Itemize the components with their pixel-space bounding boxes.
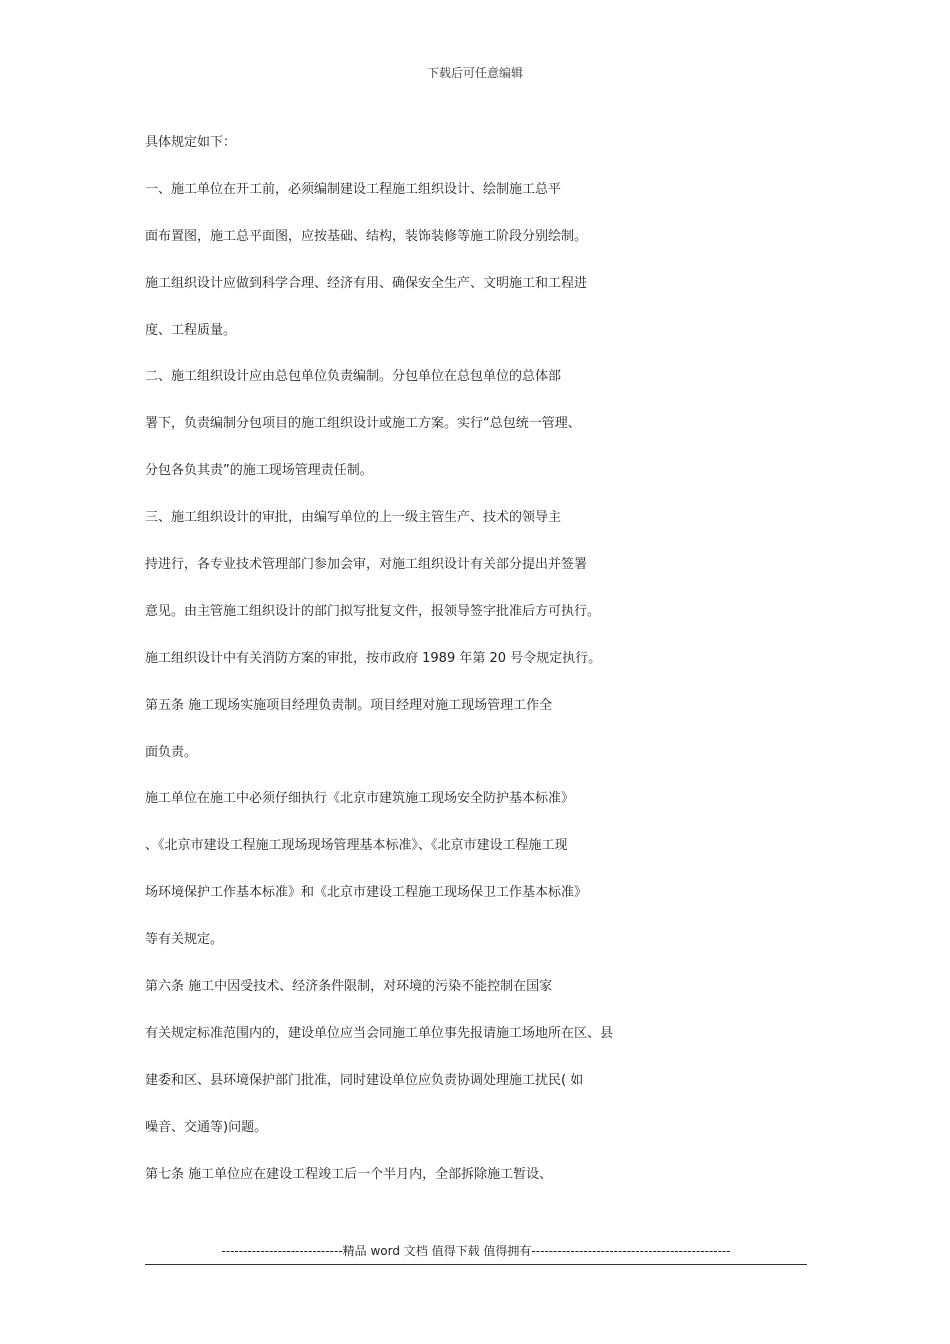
text-line: 署下，负责编制分包项目的施工组织设计或施工方案。实行“总包统一管理、 xyxy=(145,416,581,432)
text-line: 面负责。 xyxy=(145,744,198,760)
text-line: 、《北京市建设工程施工现场现场管理基本标准》、《北京市建设工程施工现 xyxy=(145,838,568,854)
text-line: 有关规定标准范围内的，建设单位应当会同施工单位事先报请施工场地所在区、县 xyxy=(145,1025,614,1041)
text-line: 度、工程质量。 xyxy=(145,322,237,338)
text-line: 施工组织设计应做到科学合理、经济有用、确保安全生产、文明施工和工程进 xyxy=(145,275,588,291)
text-line: 分包各负其责”的施工现场管理责任制。 xyxy=(145,463,373,479)
text-line: 第七条 施工单位应在建设工程竣工后一个半月内，全部拆除施工暂设、 xyxy=(145,1166,553,1182)
text-line: 等有关规定。 xyxy=(145,932,224,948)
page-footer xyxy=(145,1240,807,1265)
text-line: 面布置图，施工总平面图，应按基础、结构，装饰装修等施工阶段分别绘制。 xyxy=(145,228,588,244)
text-line: 施工单位在施工中必须仔细执行《北京市建筑施工现场安全防护基本标准》 xyxy=(145,791,575,807)
text-line: 第六条 施工中因受技术、经济条件限制，对环境的污染不能控制在国家 xyxy=(145,979,553,995)
page-header: 下载后可任意编辑 xyxy=(426,66,523,80)
text-line: 具体规定如下： xyxy=(145,135,237,150)
text-line: 第五条 施工现场实施项目经理负责制。项目经理对施工现场管理工作全 xyxy=(145,697,553,713)
text-line: 意见。由主管施工组织设计的部门拟写批复文件，报领导签字批准后方可执行。 xyxy=(145,603,601,619)
document-body xyxy=(145,120,685,1198)
text-line: 一、施工单位在开工前，必须编制建设工程施工组织设计、绘制施工总平 xyxy=(145,181,562,197)
footer-text: ----------------------------精品 word 文档 值得下载 值得拥有---------------------------------------------- xyxy=(221,1244,731,1258)
text-line: 建委和区、县环境保护部门批准，同时建设单位应负责协调处理施工扰民( 如 xyxy=(145,1072,584,1088)
text-line: 二、施工组织设计应由总包单位负责编制。分包单位在总包单位的总体部 xyxy=(145,369,562,385)
text-line: 施工组织设计中有关消防方案的审批，按市政府 1989 年第 20 号令规定执行。 xyxy=(145,650,602,666)
text-line: 场环境保护工作基本标准》和《北京市建设工程施工现场保卫工作基本标准》 xyxy=(145,885,588,901)
text-line: 持进行，各专业技术管理部门参加会审，对施工组织设计有关部分提出并签署 xyxy=(145,557,588,573)
text-line: 三、施工组织设计的审批，由编写单位的上一级主管生产、技术的领导主 xyxy=(145,510,562,526)
text-line: 噪音、交通等)问题。 xyxy=(145,1119,268,1135)
